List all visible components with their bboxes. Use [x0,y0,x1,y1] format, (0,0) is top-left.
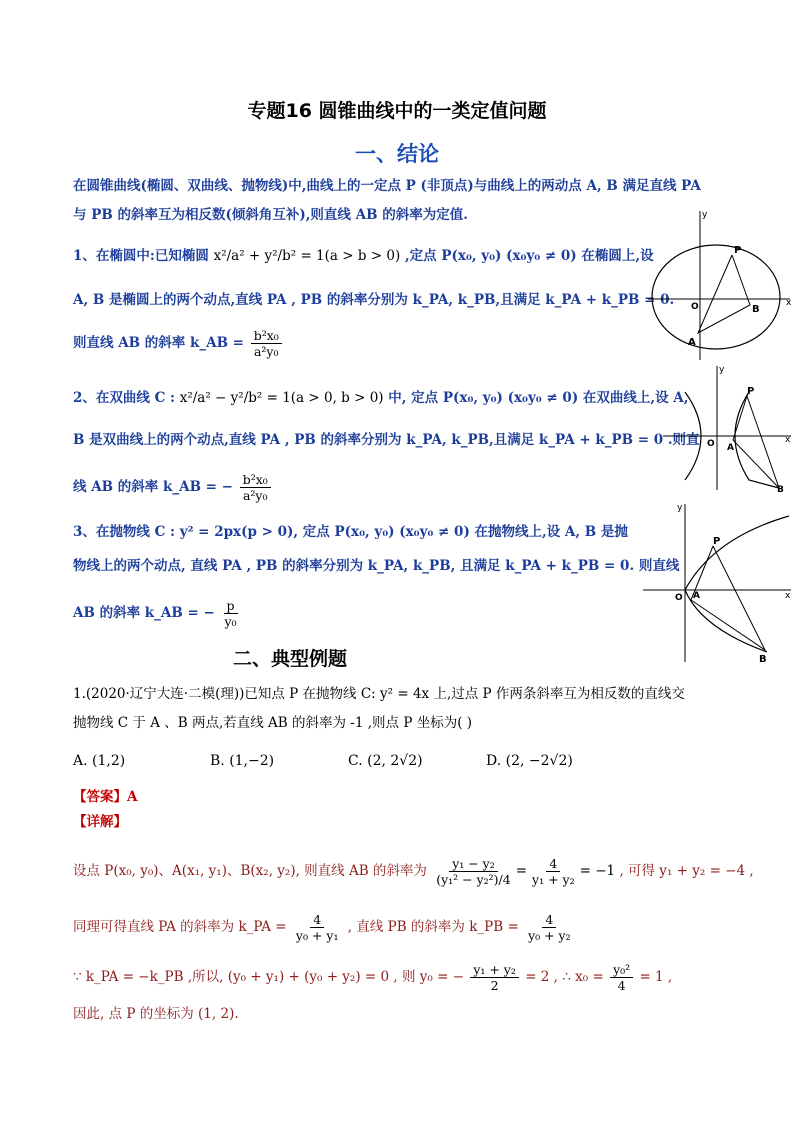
item3-line-1: 3、在抛物线 C : y² = 2px(p > 0), 定点 P(x₀, y₀) (x₀y₀ ≠ 0) 在抛物线上,设 A, B 是抛 [73,524,628,540]
fraction-numerator: y₀² [610,962,633,978]
solution-line-3 [73,962,672,993]
hyperbola-right-branch [735,392,779,488]
y0-fraction [470,962,519,993]
hyperbola-equation: x²/a² − y²/b² = 1(a > 0, b > 0) [179,390,384,406]
label-o: O [707,439,715,449]
item3-line-2: 物线上的两个动点, 直线 PA , PB 的斜率分别为 k_PA, k_PB, 且满足 k_PA + k_PB = 0. 则直线 [73,558,680,574]
choice-b: B. (1,−2) [210,753,275,769]
fraction-numerator: p [224,598,238,614]
fraction-numerator: 4 [310,912,324,928]
label-x: x [785,591,791,601]
ellipse-curve [652,245,780,349]
fraction-numerator: y₁ − y₂ [449,856,498,872]
fraction-denominator: 4 [617,978,626,993]
solution-text-3b: = 2 , ∴ x₀ = [525,969,604,985]
item1-line-1 [73,246,654,266]
fraction-denominator: y₀ + y₁ [295,928,339,943]
kab-fraction-1 [433,856,514,887]
label-p: P [747,386,755,397]
fraction-numerator: 4 [542,912,556,928]
item1-line-3 [73,328,284,359]
fraction-numerator: y₁ + y₂ [470,962,519,978]
item2-text-d: 线 AB 的斜率 k_AB = − [73,479,233,495]
label-y: y [702,210,708,220]
item3-text-c: AB 的斜率 k_AB = − [73,605,215,621]
question1-line-2: 抛物线 C 于 A 、B 两点,若直线 AB 的斜率为 -1 ,则点 P 坐标为( ) [73,715,473,731]
label-o: O [675,593,683,603]
fraction-numerator: 4 [546,856,560,872]
item2-line-1 [73,388,688,408]
hyperbola-slope-fraction [240,472,271,503]
ellipse-figure [648,205,794,365]
solution-line-2 [73,912,576,943]
choice-a: A. (1,2) [73,753,126,769]
solution-text-1a: 设点 P(x₀, y₀)、A(x₁, y₁)、B(x₂, y₂), 则直线 AB 的斜率为 [73,863,427,879]
label-b: B [777,485,784,494]
fraction-denominator: 2 [490,978,499,993]
label-a: A [727,443,734,453]
choice-d: D. (2, −2√2) [486,753,573,769]
label-y: y [719,365,725,375]
ellipse-slope-fraction [251,328,282,359]
section-heading-examples: 二、典型例题 [232,648,347,670]
detail-label: 【详解】 [73,814,127,830]
solution-text-3a: ∵ k_PA = −k_PB ,所以, (y₀ + y₁) + (y₀ + y₂) = 0 , 则 y₀ = − [73,969,465,985]
label-b: B [752,304,760,315]
label-x: x [785,435,791,445]
item1-text-b: ,定点 P(x₀, y₀) (x₀y₀ ≠ 0) 在椭圆上,设 [404,248,654,264]
label-o: O [691,302,699,312]
hyperbola-figure [655,362,794,494]
fraction-denominator: y₀ [224,614,237,629]
item2-line-3 [73,472,273,503]
x0-fraction [610,962,633,993]
section-heading-conclusion: 一、结论 [355,142,439,166]
solution-text-2a: 同理可得直线 PA 的斜率为 k_PA = [73,919,287,935]
solution-text-1b: , 可得 y₁ + y₂ = −4 , [619,863,754,879]
label-p: P [734,245,742,256]
item2-line-2: B 是双曲线上的两个动点,直线 PA , PB 的斜率分别为 k_PA, k_PB,且满足 k_PA + k_PB = 0 .则直 [73,432,700,448]
fraction-denominator: y₁ + y₂ [532,872,575,887]
fraction-denominator: y₀ + y₂ [528,928,571,943]
solution-text-2b: , 直线 PB 的斜率为 k_PB = [347,919,519,935]
solution-line-4: 因此, 点 P 的坐标为 (1, 2). [73,1006,239,1022]
fraction-denominator: a²y₀ [242,488,268,503]
answer-label: 【答案】A [73,789,138,805]
parabola-slope-fraction [222,598,240,629]
page-title: 专题16 圆锥曲线中的一类定值问题 [247,100,547,122]
label-y: y [677,503,683,513]
item2-text-a: 2、在双曲线 C : [73,390,176,406]
label-x: x [786,298,792,308]
triangle-pab [698,255,750,333]
solution-line-1: 设点 P(x₀, y₀)、A(x₁, y₁)、B(x₂, y₂), 则直线 AB 的斜率为 $\frac{\text{y₁ − y₂}}{\text{(y₁² − y₂²)/4}}$ = $\frac{4}{\text{y₁ + y₂}}$ = −1 , 可得 y₁ + y₂ = −4 , [73,856,754,887]
fraction-numerator: b²x₀ [251,328,282,344]
fraction-numerator: b²x₀ [240,472,271,488]
item2-text-b: 中, 定点 P(x₀, y₀) (x₀y₀ ≠ 0) 在双曲线上,设 A, [388,390,689,406]
parabola-figure [643,498,794,666]
label-a: A [693,591,700,601]
item1-text-a: 1、在椭圆中:已知椭圆 [73,248,209,264]
fraction-denominator: (y₁² − y₂²)/4 [436,872,511,887]
item1-line-2: A, B 是椭圆上的两个动点,直线 PA , PB 的斜率分别为 k_PA, k_PB,且满足 k_PA + k_PB = 0. [73,292,675,308]
kab-fraction-2 [529,856,578,887]
kpa-fraction [293,912,342,943]
solution-text-3c: = 1 , [639,969,673,985]
fraction-denominator: a²y₀ [253,344,279,359]
question1-line-1: 1.(2020·辽宁大连·二模(理))已知点 P 在抛物线 C: y² = 4x 上,过点 P 作两条斜率互为相反数的直线交 [73,686,685,702]
item3-line-3 [73,598,242,629]
intro-line-1: 在圆锥曲线(椭圆、双曲线、抛物线)中,曲线上的一定点 P (非顶点)与曲线上的两动点 A, B 满足直线 PA [73,178,701,194]
kpb-fraction [525,912,574,943]
choice-c: C. (2, 2√2) [348,753,423,769]
kab-tail: = −1 [579,863,616,879]
label-b: B [759,654,767,665]
ellipse-equation: x²/a² + y²/b² = 1(a > b > 0) [213,248,401,264]
intro-line-2: 与 PB 的斜率互为相反数(倾斜角互补),则直线 AB 的斜率为定值. [73,207,468,223]
label-a: A [688,337,696,348]
item1-text-d: 则直线 AB 的斜率 k_AB = [73,335,244,351]
label-p: P [713,536,721,547]
